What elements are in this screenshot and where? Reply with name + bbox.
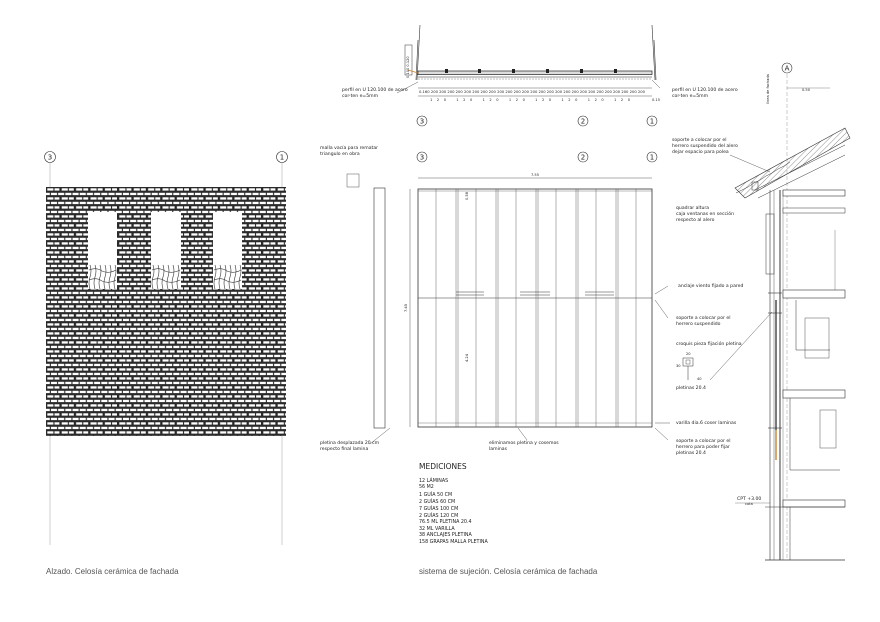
malla-strip	[374, 188, 385, 428]
svg-text:3: 3	[419, 153, 425, 162]
svg-text:croquis pieza fijación pletina: croquis pieza fijación pletina	[676, 342, 742, 347]
svg-text:quadrar altura: quadrar altura	[676, 206, 710, 211]
svg-text:2: 2	[580, 153, 586, 162]
plan-note-left-2: cor-ten e=5mm	[342, 94, 379, 99]
svg-text:7 GUÍAS 100 CM: 7 GUÍAS 100 CM	[419, 507, 459, 512]
svg-text:38 ANCLAJES PLETINA: 38 ANCLAJES PLETINA	[419, 533, 472, 538]
svg-text:1 GUÍA 50 CM: 1 GUÍA 50 CM	[419, 493, 453, 498]
malla-note-1: malla vacía para rematar	[320, 146, 379, 151]
svg-text:soporte a colocar por el: soporte a colocar por el	[672, 138, 727, 143]
inner-dim-a: 0.58	[465, 191, 469, 200]
window-opening-1	[88, 212, 117, 263]
svg-text:158 GRAPAS MALLA PLETINA: 158 GRAPAS MALLA PLETINA	[419, 540, 488, 545]
svg-text:0.100 0.120: 0.100 0.120	[406, 56, 410, 78]
svg-text:40: 40	[697, 377, 702, 381]
inner-dim-b: 4.24	[465, 353, 469, 362]
plan-detail	[342, 25, 738, 126]
plan-note-right-1: perfil en U 120.100 de acero	[672, 88, 738, 93]
window-opening-3	[213, 212, 242, 263]
svg-text:76.5 ML PLETINA 20.4: 76.5 ML PLETINA 20.4	[419, 520, 472, 525]
svg-text:1: 1	[649, 153, 655, 162]
svg-text:1: 1	[649, 117, 655, 126]
svg-text:0.50: 0.50	[802, 88, 811, 92]
svg-text:56 M2: 56 M2	[419, 485, 434, 490]
svg-text:20: 20	[686, 352, 691, 356]
support-system-elevation	[320, 144, 657, 452]
svg-text:anclaje viento fijado a pared: anclaje viento fijado a pared	[678, 284, 744, 289]
elimin-note-1: eliminamos pletina y cosemos	[489, 441, 559, 446]
svg-text:2 GUÍAS 60 CM: 2 GUÍAS 60 CM	[419, 500, 456, 505]
caption-elevation: Alzado. Celosía cerámica de fachada	[46, 567, 179, 576]
svg-text:soporte a colocar por el: soporte a colocar por el	[676, 316, 731, 321]
top-dim: 7.55	[530, 173, 540, 177]
window-opening-2	[151, 212, 181, 263]
svg-text:cota: cota	[745, 502, 753, 506]
svg-text:2: 2	[580, 117, 586, 126]
side-dim: 7.45	[404, 303, 408, 312]
svg-text:12 LÁMINAS: 12 LÁMINAS	[419, 479, 449, 484]
svg-text:caja ventanas en sección: caja ventanas en sección	[676, 212, 735, 217]
svg-text:respecto al alero: respecto al alero	[676, 218, 715, 223]
svg-text:soporte a colocar por el: soporte a colocar por el	[676, 439, 731, 444]
mediciones-title: MEDICIONES	[419, 462, 467, 471]
elevation-celosia	[45, 152, 288, 546]
svg-text:pletinas 20.4: pletinas 20.4	[676, 451, 706, 456]
svg-text:30: 30	[676, 364, 681, 368]
plan-note-left-1: perfil en U 120.100 de acero	[342, 88, 408, 93]
grid-label-3: 3	[47, 153, 53, 162]
svg-text:A: A	[784, 64, 790, 73]
sub-dims: 120 120 120 120 120 120 120 120	[430, 98, 630, 102]
svg-text:3: 3	[419, 117, 425, 126]
mediciones-list	[419, 462, 488, 545]
section-line-label: línea de fachada	[766, 74, 770, 104]
cpt-label: CPT +3.00	[737, 497, 762, 502]
svg-text:herrero suspendido del alero: herrero suspendido del alero	[672, 144, 738, 149]
svg-text:pletinas 20.4: pletinas 20.4	[676, 386, 706, 391]
svg-text:herrero suspendido: herrero suspendido	[676, 322, 721, 327]
railing-wavy	[88, 263, 242, 289]
pletina-note-2: respecto final lamina	[320, 447, 369, 452]
elimin-note-2: laminas	[489, 447, 507, 452]
building-section	[735, 63, 850, 560]
malla-note-2: triangulo en obra	[320, 152, 360, 157]
plan-note-right-2: cor-ten e=5mm	[672, 94, 709, 99]
grid-label-1: 1	[279, 153, 285, 162]
svg-text:32 ML VARILLA: 32 ML VARILLA	[419, 527, 455, 532]
module-strip: 0.160 200 200 200 200 200 200 200 200 200 200 200 200 200 200 200 200 200 200 200 200 200 200 200 200 200 200	[419, 90, 646, 94]
svg-text:herrero para poder fijar: herrero para poder fijar	[676, 445, 730, 450]
pletina-note-1: pletina desplazada 20 cm	[320, 441, 380, 446]
svg-text:dejar espacio para polea: dejar espacio para polea	[672, 150, 729, 155]
svg-text:varilla dia.6 coser laminas: varilla dia.6 coser laminas	[676, 421, 737, 426]
end-dim: 0.15	[652, 98, 661, 102]
lattice-frame	[418, 189, 652, 427]
caption-system: sistema de sujeción. Celosía cerámica de fachada	[419, 567, 598, 576]
svg-text:2 GUÍAS 120 CM: 2 GUÍAS 120 CM	[419, 514, 459, 519]
